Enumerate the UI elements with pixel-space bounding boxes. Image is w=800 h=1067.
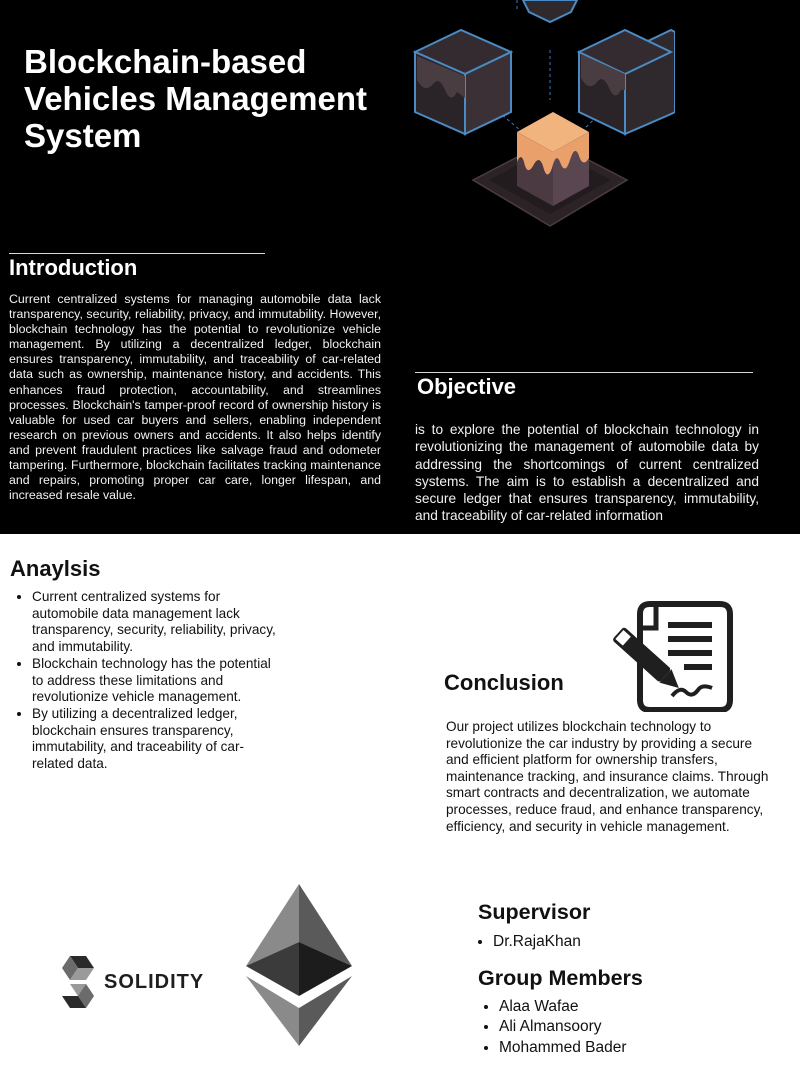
analysis-list [18, 589, 276, 773]
title-line: Blockchain-based [24, 43, 307, 80]
conclusion-heading: Conclusion [444, 670, 564, 695]
poster-title [24, 44, 404, 155]
group-members-heading: Group Members [478, 966, 643, 990]
list-item: • Dr.RajaKhan [493, 932, 581, 952]
title-line: System [24, 116, 142, 154]
document-pen-icon [612, 600, 736, 712]
list-item: • Current centralized systems for automobile data management lack transparency, security, reliability, privacy, and immutability. [32, 589, 276, 656]
list-item: • Ali Almansoory [499, 1017, 627, 1037]
list-item: • By utilizing a decentralized ledger, blockchain ensures transparency, immutability, and traceability of car-related data. [32, 706, 276, 773]
objective-heading: Objective [417, 374, 517, 399]
blockchain-cubes-illustration [405, 0, 675, 240]
conclusion-text: Our project utilizes blockchain technology to revolutionize the car industry by providing a secure and efficient platform for ownership transfers, maintenance tracking, and insurance claims. Through smart contracts and decentralization, we automate processes, reduce fraud, and enhance transparency, efficiency, and security in vehicle management. [446, 719, 769, 834]
list-item: • Alaa Wafae [499, 997, 627, 1017]
objective-text: is to explore the potential of blockchain technology in revolutionizing the management of automobile data by addressing the shortcomings of current centralized systems. The aim is to establish a decentralized and secure ledger that ensures transparency, immutability, and traceability of car-related information [415, 422, 759, 524]
solidity-logo-icon [60, 954, 96, 1010]
introduction-heading: Introduction [9, 255, 138, 280]
divider-line [9, 253, 265, 254]
ethereum-logo-icon [246, 884, 352, 1046]
title-line: Vehicles Management [24, 79, 367, 117]
analysis-heading: Anaylsis [10, 556, 101, 581]
group-members-list [481, 997, 627, 1058]
supervisor-heading: Supervisor [478, 900, 591, 924]
list-item: • Mohammed Bader [499, 1038, 627, 1058]
supervisor-list [475, 932, 581, 952]
list-item: • Blockchain technology has the potential to address these limitations and revolutionize vehicle management. [32, 656, 276, 706]
introduction-text: Current centralized systems for managing automobile data lack transparency, security, reliability, privacy, and immutability. However, blockchain technology has the potential to revolutionize vehicle management. By utilizing a decentralized ledger, blockchain ensures transparency, immutability, and traceability of car-related data such as ownership, maintenance history, and accidents. This enhances fraud protection, accountability, and streamlines processes. Blockchain's tamper-proof record of ownership history is valuable for used car buyers and sellers, enabling independent research on previous owners and accidents. It also helps identify and prevent fraudulent practices like salvage fraud and odometer tampering. Furthermore, blockchain facilitates tracking maintenance and repairs, promoting proper car care, longer lifespan, and increased resale value. [9, 292, 381, 503]
divider-line [415, 372, 753, 373]
solidity-logo [60, 954, 205, 1010]
solidity-label: SOLIDITY [104, 971, 205, 993]
